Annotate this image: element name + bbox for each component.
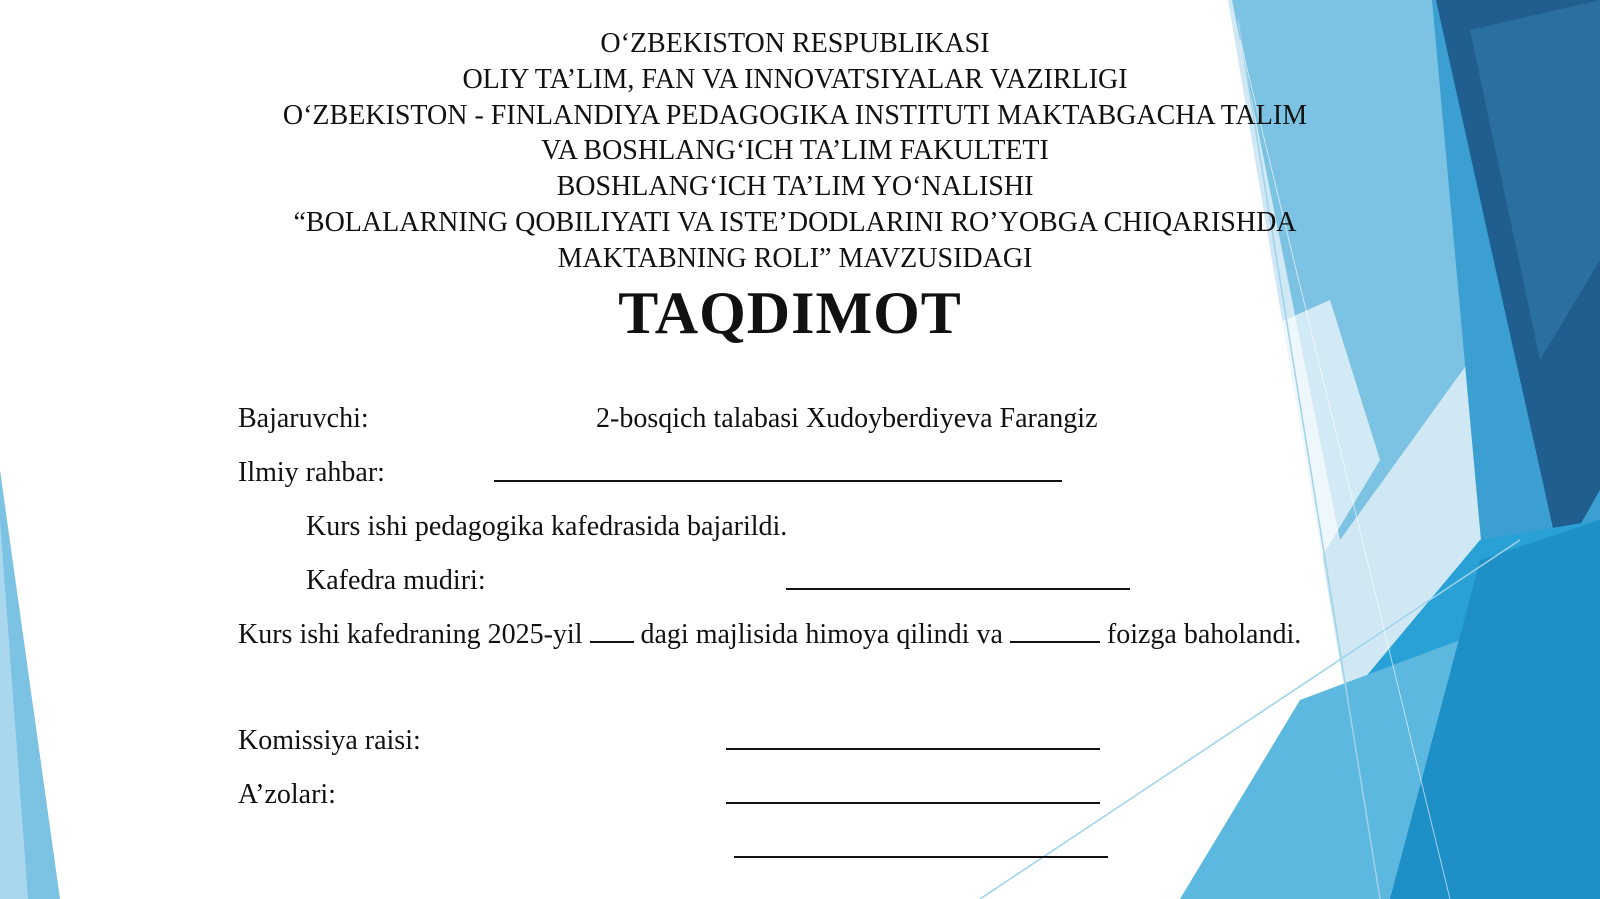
member-signature-line [734, 832, 1108, 867]
defense-statement [238, 617, 1301, 652]
executor-value: 2-bosqich talabasi Xudoyberdiyeva Farangiz [596, 403, 1098, 434]
header-line: O‘ZBEKISTON RESPUBLIKASI [600, 28, 990, 59]
presentation-title: TAQDIMOT [618, 280, 962, 346]
institution-header [180, 26, 1410, 277]
supervisor-signature-line [494, 456, 1062, 491]
commission-chair-label: Komissiya raisi: [238, 725, 421, 756]
members-label: A’zolari: [238, 779, 336, 810]
date-blank [590, 617, 634, 643]
header-line: “BOLALARNING QOBILIYATI VA ISTE’DODLARINI RO’YOBGA CHIQARISHDA [293, 206, 1297, 238]
defense-text-part: foizga baholandi. [1106, 619, 1302, 650]
header-line: VA BOSHLANG‘ICH TA’LIM FAKULTETI [541, 135, 1049, 167]
commission-chair-signature-line [726, 724, 1100, 759]
header-line: O‘ZBEKISTON - FINLANDIYA PEDAGOGIKA INSTITUTI MAKTABGACHA TALIM [282, 99, 1308, 131]
defense-text-part: dagi majlisida himoya qilindi va [640, 619, 1003, 650]
defense-text-part: Kurs ishi kafedraning 2025-yil [238, 619, 583, 650]
supervisor-label: Ilmiy rahbar: [238, 457, 385, 488]
header-line: OLIY TA’LIM, FAN VA INNOVATSIYALAR VAZIRLIGI [462, 63, 1128, 95]
department-head-signature-line [786, 564, 1130, 599]
header-line: MAKTABNING ROLI” MAVZUSIDAGI [557, 242, 1033, 274]
department-head-label: Kafedra mudiri: [306, 565, 486, 596]
course-completed-text: Kurs ishi pedagogika kafedrasida bajarildi. [306, 511, 788, 542]
header-line: BOSHLANG‘ICH TA’LIM YO‘NALISHI [556, 171, 1034, 203]
executor-label: Bajaruvchi: [238, 403, 369, 434]
member-signature-line [726, 778, 1100, 813]
percent-blank [1010, 617, 1100, 643]
